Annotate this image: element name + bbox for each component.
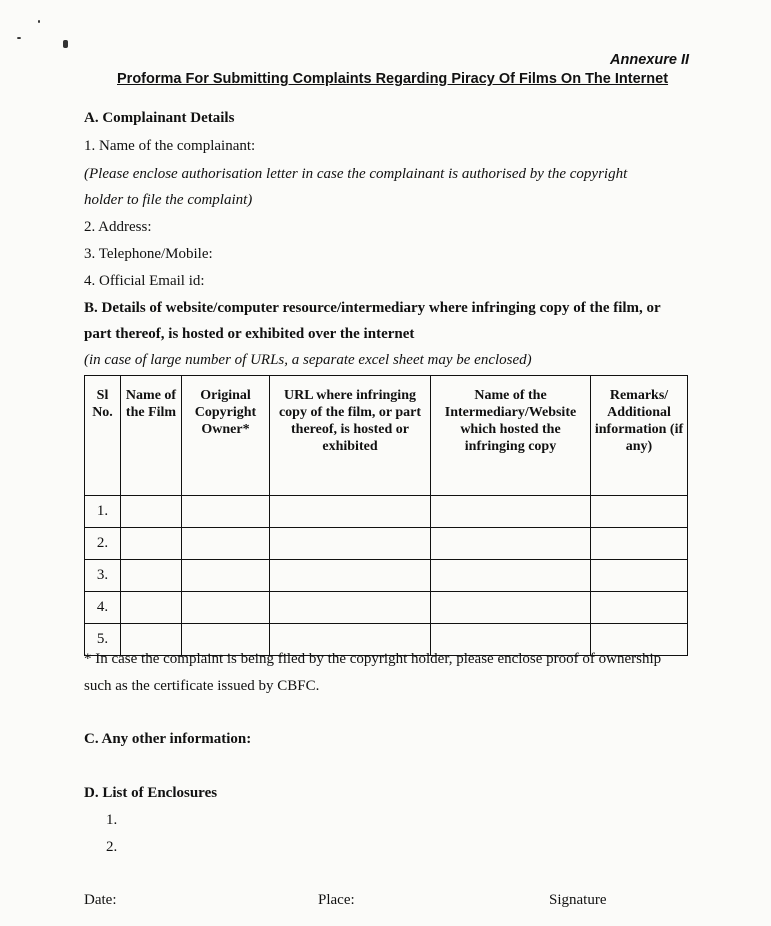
- table-cell: [591, 496, 688, 528]
- table-cell: [121, 528, 182, 560]
- table-cell: [431, 496, 591, 528]
- table-cell: [182, 560, 270, 592]
- table-cell: [431, 528, 591, 560]
- section-c-heading: C. Any other information:: [84, 731, 252, 747]
- ownership-footnote-cont: such as the certificate issued by CBFC.: [84, 678, 320, 694]
- table-cell: [182, 528, 270, 560]
- table-cell: [270, 592, 431, 624]
- col-header-copyright-owner: Original Copyright Owner*: [182, 376, 270, 496]
- place-label: Place:: [318, 892, 355, 908]
- section-b-heading: B. Details of website/computer resource/intermediary where infringing copy of the film, or: [84, 300, 661, 316]
- signature-label: Signature: [549, 892, 607, 908]
- section-a-heading: A. Complainant Details: [84, 110, 235, 126]
- table-cell: [591, 560, 688, 592]
- row-number: 4.: [85, 592, 121, 624]
- authorisation-note-cont: holder to file the complaint): [84, 192, 253, 208]
- col-header-url: URL where infringing copy of the film, or part thereof, is hosted or exhibited: [270, 376, 431, 496]
- ownership-footnote: * In case the complaint is being filed by the copyright holder, please enclose proof of ownership: [84, 651, 662, 667]
- field-telephone: 3. Telephone/Mobile:: [84, 246, 213, 262]
- scan-speck: [38, 20, 40, 23]
- col-header-intermediary: Name of the Intermediary/Website which hosted the infringing copy: [431, 376, 591, 496]
- field-address: 2. Address:: [84, 219, 152, 235]
- row-number: 1.: [85, 496, 121, 528]
- field-complainant-name: 1. Name of the complainant:: [84, 138, 256, 154]
- table-cell: [121, 496, 182, 528]
- scan-speck: [63, 40, 68, 48]
- enclosure-item: 2.: [106, 839, 118, 855]
- table-cell: [270, 496, 431, 528]
- table-cell: [121, 560, 182, 592]
- row-number: 5.: [85, 624, 121, 656]
- table-cell: [121, 592, 182, 624]
- table-cell: [591, 528, 688, 560]
- form-title: Proforma For Submitting Complaints Regarding Piracy Of Films On The Internet: [117, 71, 669, 87]
- row-number: 3.: [85, 560, 121, 592]
- table-row: [85, 496, 688, 528]
- section-d-heading: D. List of Enclosures: [84, 785, 218, 801]
- annexure-label: Annexure II: [610, 52, 689, 68]
- date-label: Date:: [84, 892, 117, 908]
- table-cell: [270, 528, 431, 560]
- table-cell: [431, 560, 591, 592]
- table-cell: [270, 560, 431, 592]
- table-cell: [591, 592, 688, 624]
- table-row: [85, 528, 688, 560]
- col-header-film-name: Name of the Film: [121, 376, 182, 496]
- table-cell: [182, 496, 270, 528]
- table-row: [85, 560, 688, 592]
- enclosure-item: 1.: [106, 812, 118, 828]
- authorisation-note: (Please enclose authorisation letter in case the complainant is authorised by the copyright: [84, 166, 628, 182]
- scan-speck: [17, 37, 21, 39]
- col-header-sl-no: Sl No.: [85, 376, 121, 496]
- table-header-row: [85, 376, 688, 496]
- section-b-heading-cont: part thereof, is hosted or exhibited over the internet: [84, 326, 415, 342]
- row-number: 2.: [85, 528, 121, 560]
- table-cell: [182, 592, 270, 624]
- col-header-remarks: Remarks/ Additional information (if any): [591, 376, 688, 496]
- section-b-note: (in case of large number of URLs, a separate excel sheet may be enclosed): [84, 352, 532, 368]
- table-cell: [431, 592, 591, 624]
- table-row: [85, 592, 688, 624]
- field-email: 4. Official Email id:: [84, 273, 205, 289]
- infringement-table: [84, 375, 688, 656]
